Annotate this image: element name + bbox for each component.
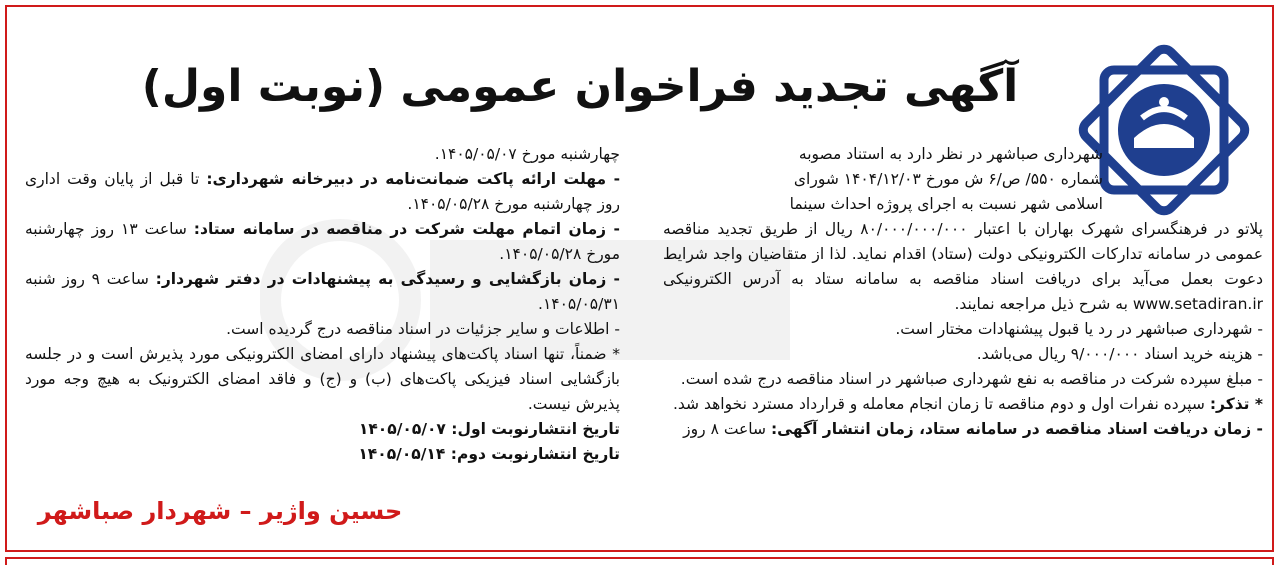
page-title: آگهی تجدید فراخوان عمومی (نوبت اول) bbox=[141, 61, 1019, 112]
left-column bbox=[25, 142, 620, 467]
next-notice-border bbox=[5, 557, 1274, 565]
submission-deadline-label: - زمان اتمام مهلت شرکت در مناقصه در سامانه ستاد: bbox=[193, 220, 620, 238]
details-info: - اطلاعات و سایر جزئیات در اسناد مناقصه درج گردیده است. bbox=[226, 320, 620, 338]
note-text: سپرده نفرات اول و دوم مناقصه تا زمان انجام معامله و قرارداد مسترد نخواهد شد. bbox=[672, 395, 1210, 413]
document-receipt-time bbox=[663, 417, 1263, 442]
guarantee-deadline bbox=[25, 167, 620, 217]
opening-time bbox=[25, 267, 620, 317]
note-label: * تذکر: bbox=[1209, 395, 1263, 413]
document-receipt-label: - زمان دریافت اسناد مناقصه در سامانه ستاد، زمان انتشار آگهی: bbox=[770, 420, 1263, 438]
right-column bbox=[663, 142, 1263, 442]
condition-deposit: - مبلغ سپرده شرکت در مناقصه به نفع شهرداری صباشهر در اسناد مناقصه درج شده است. bbox=[680, 370, 1263, 388]
intro-line-2: شماره ۵۵۰/ ص/۶ ش مورخ ۱۴۰۴/۱۲/۰۳ شورای bbox=[793, 170, 1103, 188]
intro-line-1: شهرداری صباشهر در نظر دارد به استناد مصوبه bbox=[798, 145, 1103, 163]
first-publication-date: تاریخ انتشارنوبت اول: ۱۴۰۵/۰۵/۰۷ bbox=[358, 420, 620, 438]
intro-line-3: اسلامی شهر نسبت به اجرای پروژه احداث سینما bbox=[789, 195, 1103, 213]
condition-document-fee: - هزینه خرید اسناد ۹/۰۰۰/۰۰۰ ریال می‌باشد. bbox=[976, 345, 1263, 363]
electronic-signature-note: * ضمناً، تنها اسناد پاکت‌های پیشنهاد دارای امضای الکترونیکی مورد پذیرش است و در جلسه بازگشایی اسناد فیزیکی پاکت‌های (ب) و (ج) و فاقد امضای الکترونیک به هیچ وجه مورد پذیرش نیست. bbox=[25, 345, 620, 413]
note-paragraph bbox=[663, 392, 1263, 417]
opening-time-label: - زمان بازگشایی و رسیدگی به پیشنهادات در دفتر شهردار: bbox=[155, 270, 620, 288]
condition-rejection: - شهرداری صباشهر در رد یا قبول پیشنهادات مختار است. bbox=[895, 320, 1263, 338]
document-receipt-date: چهارشنبه مورخ ۱۴۰۵/۰۵/۰۷. bbox=[434, 145, 620, 163]
opening-time-text: ساعت ۹ روز شنبه ۱۴۰۵/۰۵/۳۱. bbox=[25, 270, 620, 313]
mayor-signature: حسین واژیر – شهردار صباشهر bbox=[37, 497, 403, 525]
intro-paragraph: پلاتو در فرهنگسرای شهرک بهاران با اعتبار ۸۰/۰۰۰/۰۰۰/۰۰۰ ریال از طریق تجدید مناقصه عمومی در سامانه تدارکات الکترونیکی دولت (ستاد) اقدام نماید. لذا از متقاضیان واجد شرایط دعوت بعمل می‌آید برای دریافت اسناد مناقصه به سامانه ستاد به آدرس الکترونیکی www.setadiran.ir به شرح ذیل مراجعه نمایند. bbox=[663, 220, 1263, 313]
submission-deadline-text: ساعت ۱۳ روز چهارشنبه مورخ ۱۴۰۵/۰۵/۲۸. bbox=[25, 220, 620, 263]
guarantee-deadline-text: تا قبل از پایان وقت اداری روز چهارشنبه مورخ ۱۴۰۵/۰۵/۲۸. bbox=[25, 170, 620, 213]
second-publication-date: تاریخ انتشارنوبت دوم: ۱۴۰۵/۰۵/۱۴ bbox=[358, 445, 620, 463]
submission-deadline bbox=[25, 217, 620, 267]
document-receipt-text: ساعت ۸ روز bbox=[683, 420, 771, 438]
guarantee-deadline-label: - مهلت ارائه پاکت ضمانت‌نامه در دبیرخانه شهرداری: bbox=[206, 170, 620, 188]
